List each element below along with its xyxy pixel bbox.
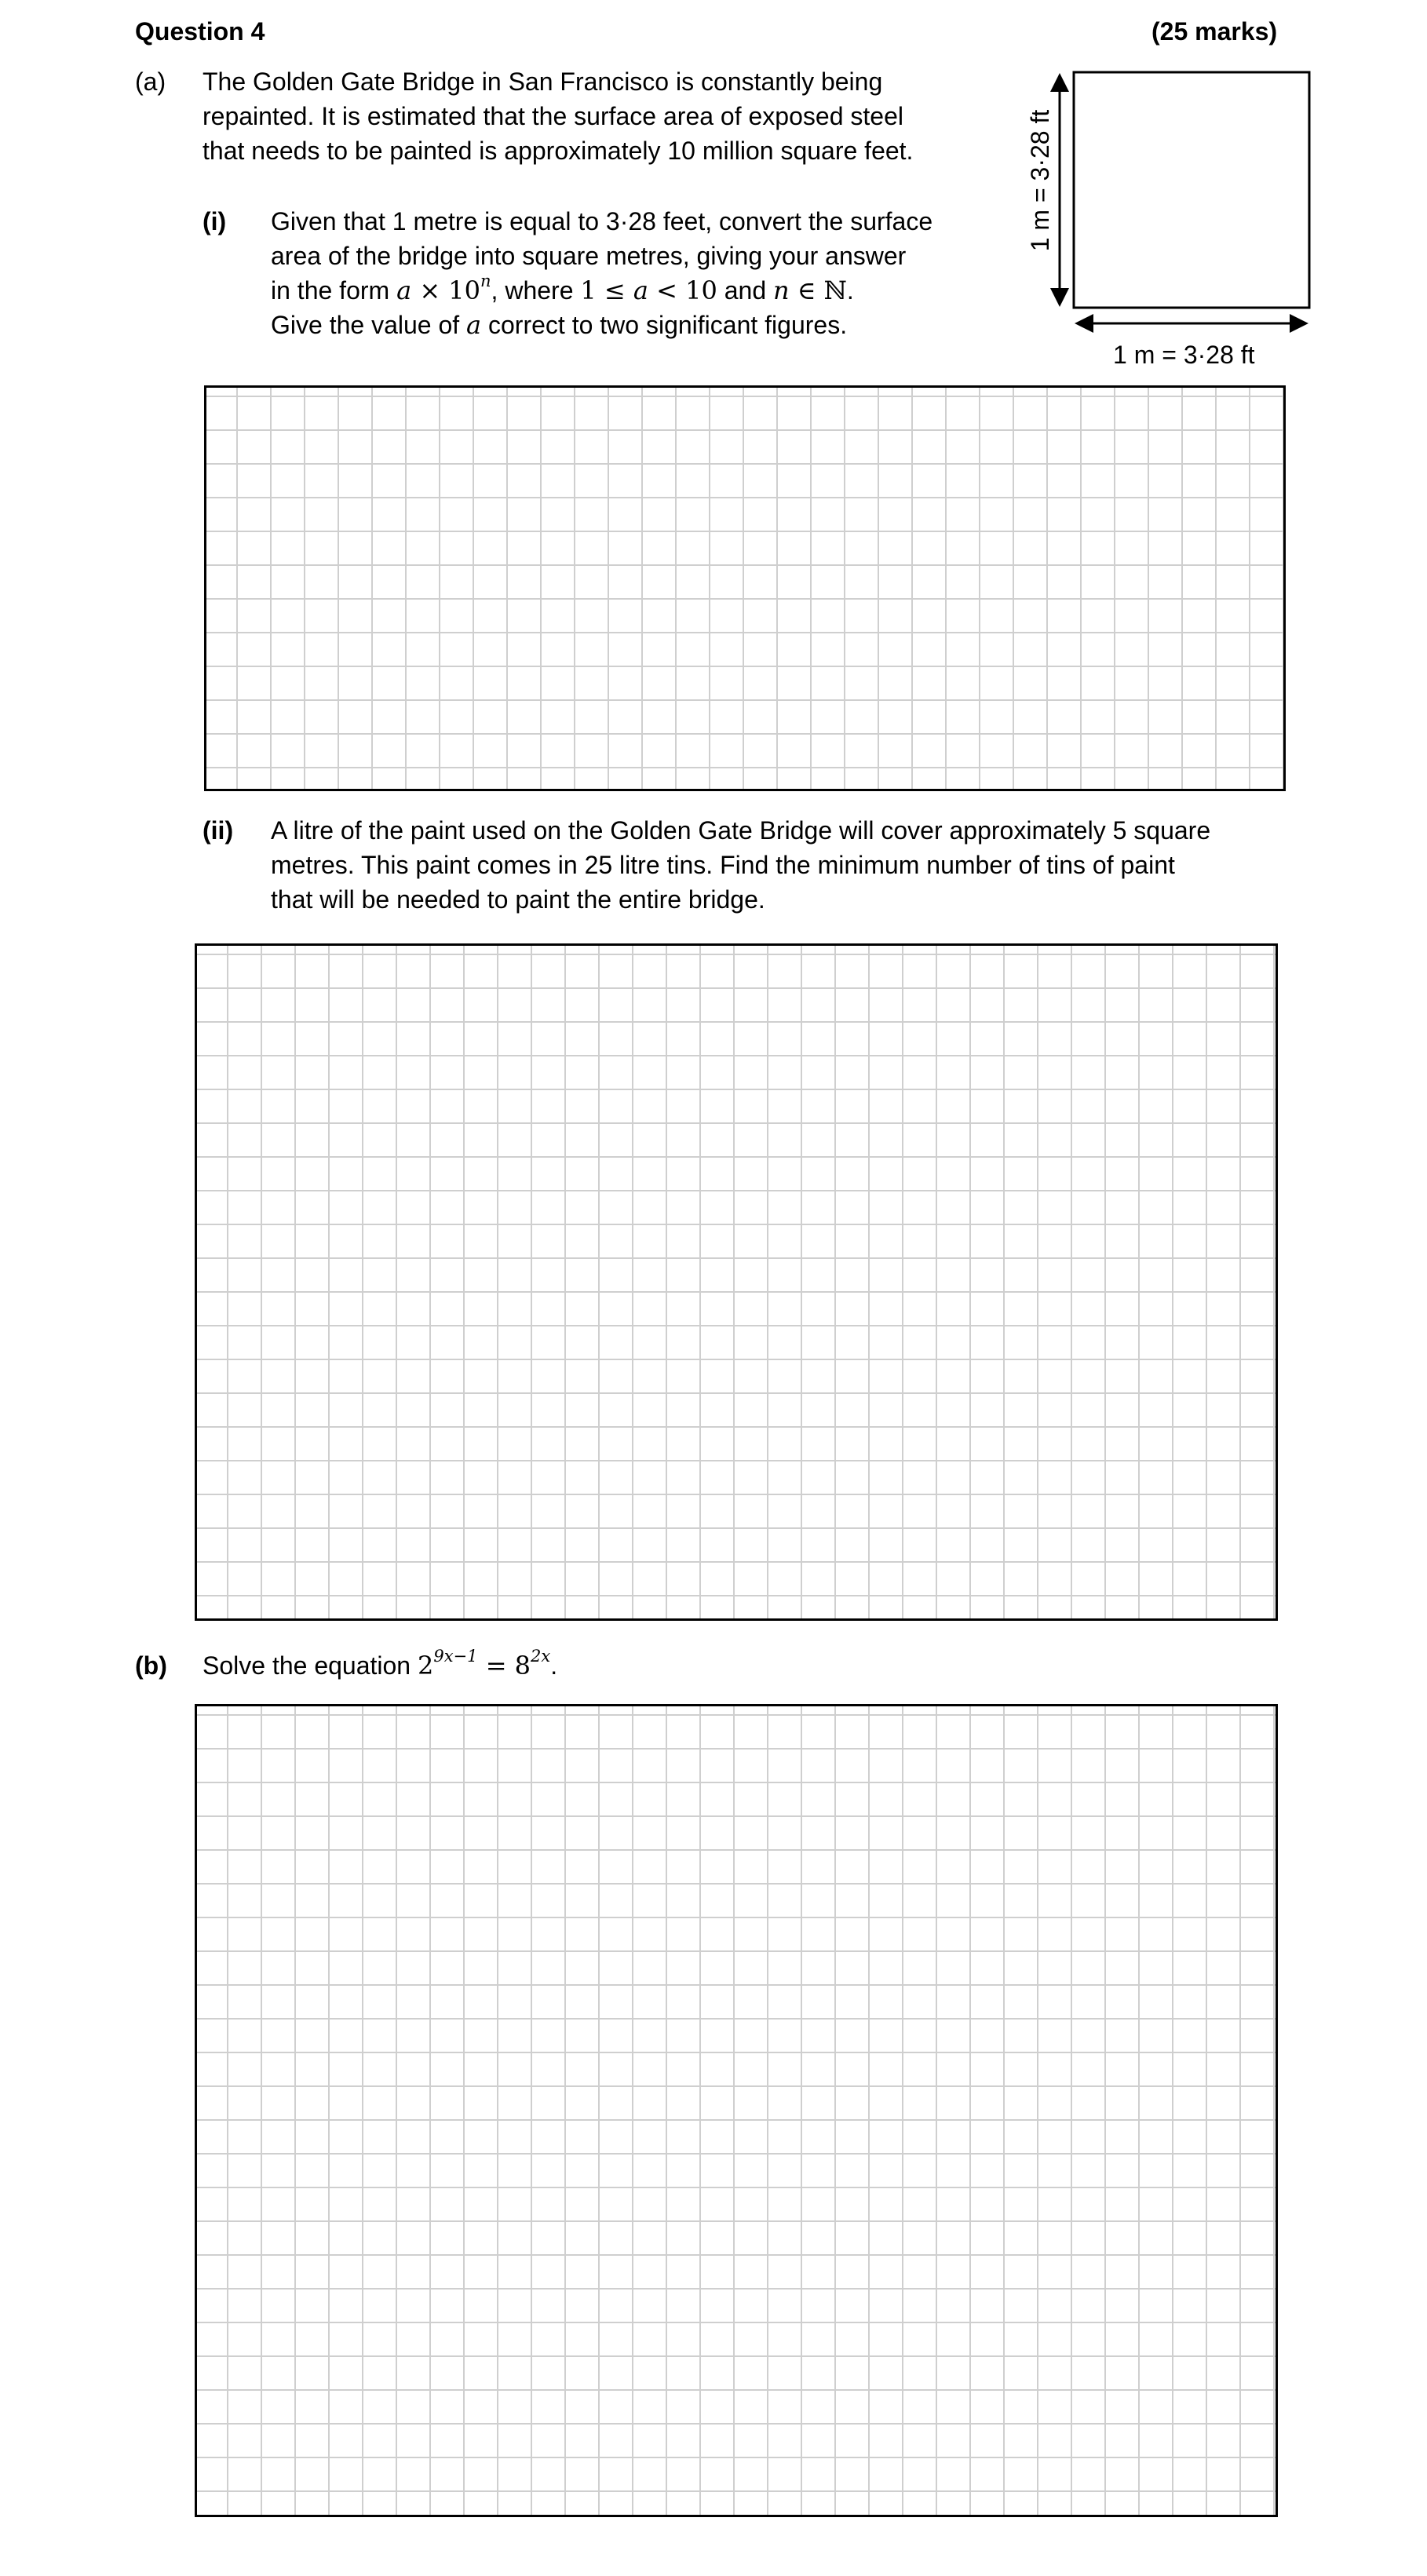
form-set: n ∈ ℕ bbox=[773, 275, 847, 305]
part-a-label: (a) bbox=[135, 68, 166, 96]
square-metre-diagram bbox=[1013, 63, 1327, 377]
square-shape bbox=[1074, 72, 1309, 308]
answer-box-a-ii[interactable] bbox=[195, 943, 1278, 1621]
question-title: Question 4 bbox=[135, 17, 265, 46]
part-a-i-line-2: area of the bridge into square metres, giving your answer bbox=[271, 242, 907, 270]
form-and: and bbox=[717, 276, 774, 305]
part-a-i-line-1: Given that 1 metre is equal to 3·28 feet, convert the surface bbox=[271, 207, 933, 235]
part-a-ii-label: (ii) bbox=[203, 816, 234, 845]
form-expression: $a \times 10^n$ bbox=[396, 272, 491, 305]
part-a-i-label: (i) bbox=[203, 207, 227, 235]
answer-box-b[interactable] bbox=[195, 1704, 1278, 2517]
part-a-i-line-4: Give the value of a correct to two significant figures. bbox=[271, 310, 848, 340]
part-a-intro-line-2: repainted. It is estimated that the surface area of exposed steel bbox=[203, 102, 903, 130]
form-where: , where bbox=[491, 276, 581, 305]
part-b-prefix: Solve the equation bbox=[203, 1651, 418, 1680]
part-a-ii-line-1: A litre of the paint used on the Golden Gate Bridge will cover approximately 5 square bbox=[271, 816, 1211, 845]
equation: $2^{9x-1} = 8^{2x}$ bbox=[417, 1647, 551, 1680]
part-a-ii-line-3: that will be needed to paint the entire bridge. bbox=[271, 885, 765, 914]
marks-label: (25 marks) bbox=[1151, 17, 1278, 46]
answer-box-a-i[interactable] bbox=[204, 385, 1286, 791]
vertical-dimension-label: 1 m = 3·28 ft bbox=[1026, 109, 1054, 252]
part-b-label: (b) bbox=[135, 1651, 167, 1680]
part-a-intro-line-3: that needs to be painted is approximately 10 million square feet. bbox=[203, 137, 914, 165]
part-a-ii-line-2: metres. This paint comes in 25 litre tins. Find the minimum number of tins of paint bbox=[271, 851, 1175, 879]
part-b-text: Solve the equation $2^{9x-1} = 8^{2x}$. bbox=[203, 1647, 558, 1680]
horizontal-dimension-label: 1 m = 3·28 ft bbox=[1113, 341, 1255, 369]
part-a-i-line-3: in the form $a \times 10^n$, where 1 ≤ a < 10 and n ∈ ℕ. bbox=[271, 272, 854, 305]
form-prefix: in the form bbox=[271, 276, 397, 305]
form-inequality: 1 ≤ a < 10 bbox=[580, 275, 717, 305]
part-a-intro-line-1: The Golden Gate Bridge in San Francisco is constantly being bbox=[203, 68, 883, 96]
